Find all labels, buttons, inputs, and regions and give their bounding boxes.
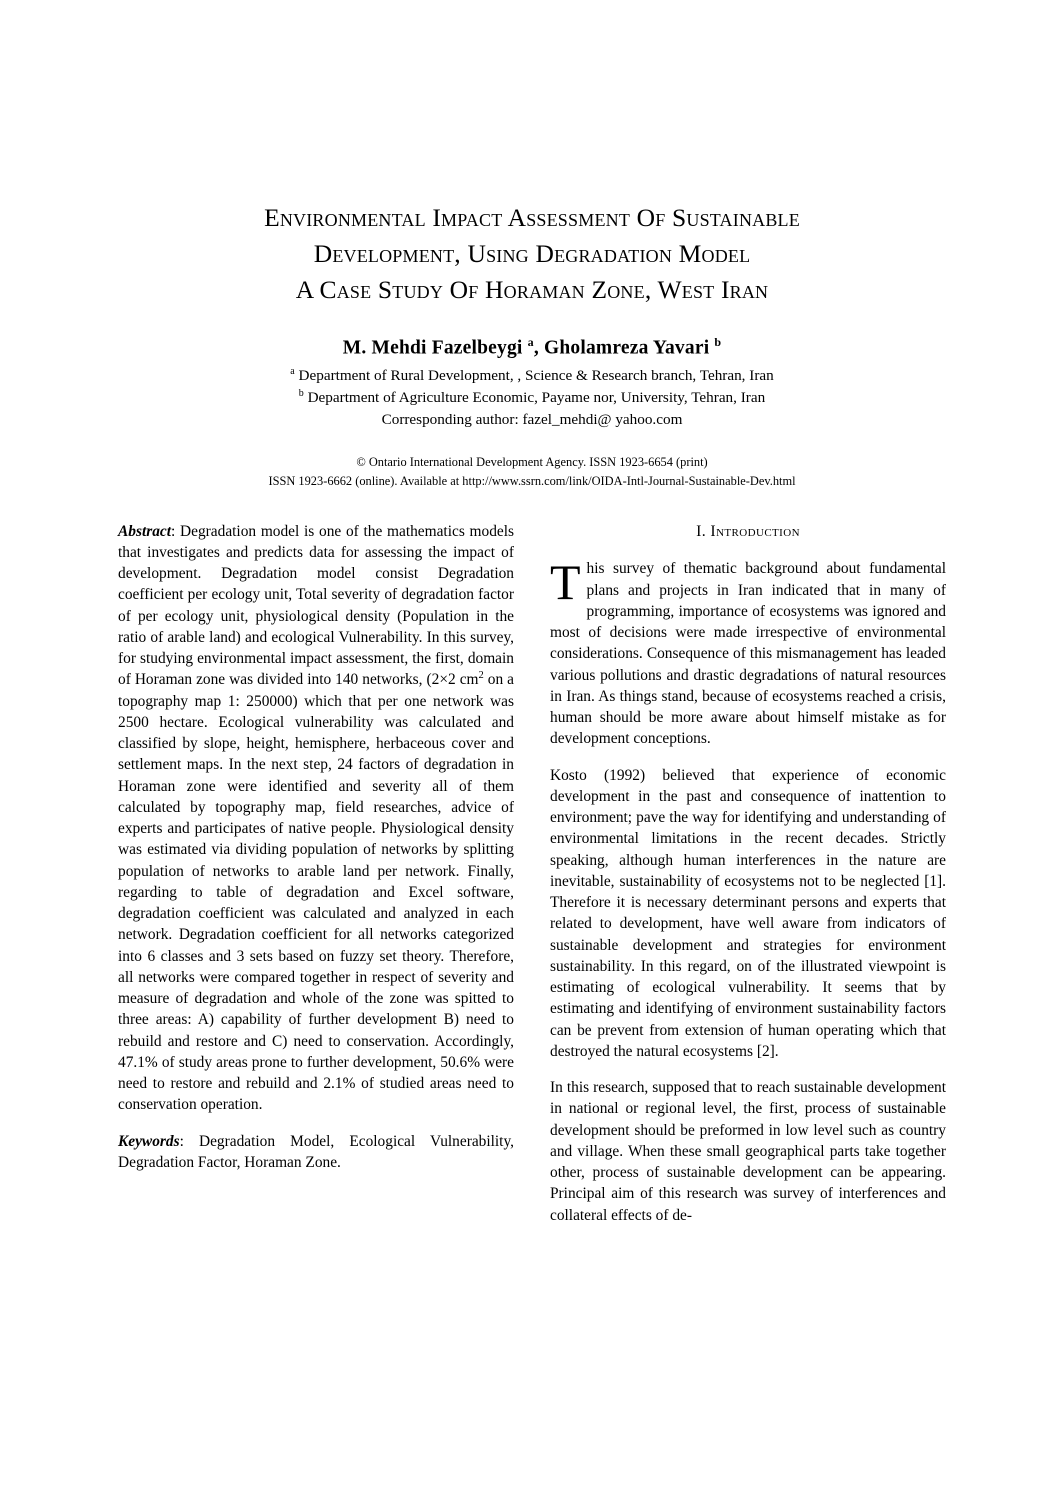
intro-paragraph-3: In this research, supposed that to reach sustainable development in national or regional level, the first, process of sustainable development should be preformed in low level such as country and village. When these small geographical parts take together other, process of sustainable development can be appearing. Principal aim of this research was survey of interferences and collateral effects of de- bbox=[550, 1079, 946, 1224]
author-two-mark: b bbox=[714, 334, 722, 349]
abstract-label: Abstract bbox=[118, 522, 172, 540]
drop-cap: T bbox=[550, 554, 581, 611]
author-one: M. Mehdi Fazelbeygi bbox=[342, 337, 528, 359]
author-one-mark: a bbox=[527, 334, 534, 349]
title-line-3: A Case Study Of Horaman Zone, West Iran bbox=[295, 275, 769, 305]
abstract-body-part-2: on a topography map 1: 250000) which that per one network was 2500 hectare. Ecological vulnerability was calculated and classified by slope, height, hemisphere, herbaceous cover and settlement maps. In the next step, 24 factors of degradation in Horaman zone were identified and severity all of them calculated by topography map, field researches, advice of experts and participates of native people. Physiological density was estimated via dividing population of networks by splitting population of networks to arable land per network. Finally, regarding to table of degradation and Excel software, degradation coefficient was calculated and analyzed in each network. Degradation coefficient for all networks categorized into 6 classes and 3 sets based on fuzzy set theory. Therefore, all networks were compared together in respect of severity and measure of degradation and whole of the zone was spitted to three areas: A) capability of further development B) need to rebuild and restore and C) need to conservation. Accordingly, 47.1% of study areas prone to further development, 50.6% were need to restore and rebuild and 2.1% of studied areas need to conservation operation. bbox=[118, 671, 514, 1114]
page-title bbox=[118, 200, 946, 309]
author-list bbox=[118, 335, 946, 360]
affiliation-b-mark: b bbox=[298, 388, 304, 400]
abstract-superscript: 2 bbox=[478, 670, 484, 682]
title-line-1: Environmental Impact Assessment Of Sustainable bbox=[264, 203, 800, 232]
journal-copyright-line: © Ontario International Development Agency. ISSN 1923-6654 (print) bbox=[356, 455, 708, 470]
keywords-label: Keywords bbox=[118, 1132, 180, 1150]
left-column bbox=[118, 521, 514, 1241]
title-line-2: Development, Using Degradation Model bbox=[313, 239, 751, 269]
abstract-body-part-1: : Degradation model is one of the mathematics models that investigates and predicts data for assessing the impact of development. Degradation model consist Degradation coefficient per ecology unit, Total severity of degradation factor of per ecology unit, physiological density (Population in the ratio of arable land) and ecological Vulnerability. In this survey, for studying environmental impact assessment, the first, domain of Horaman zone was divided into 140 networks, (2×2 cm bbox=[118, 522, 514, 689]
intro-paragraph-1 bbox=[550, 554, 946, 749]
abstract-paragraph bbox=[118, 521, 514, 1116]
corresponding-author: Corresponding author: fazel_mehdi@ yahoo.com bbox=[381, 411, 683, 429]
right-column bbox=[550, 521, 946, 1241]
intro-paragraph-1-text: his survey of thematic background about fundamental plans and projects in Iran indicated that in many of programming, importance of ecosystems was ignored and most of decisions were made irrespective of environmental considerations. Consequence of this mismanagement has leaded various pollutions and drastic degradations of natural resources in Iran. As things stand, because of ecosystems reached a crisis, human should be more aware about himself mistake as for development conceptions. bbox=[550, 560, 946, 748]
intro-paragraph-2: Kosto (1992) believed that experience of economic development in the past and consequence of inattention to environment; pave the way for identifying and understanding of environmental limitations in the recent decades. Strictly speaking, although human interferences in the nature are inevitable, sustainability of ecosystems not to be neglected [1]. Therefore it is necessary determinant persons and experts that related to development, have well aware from indicators of sustainable development and strategies for environment sustainability. In this regard, on of the illustrated viewpoint is estimating of ecological vulnerability. It seems that by estimating and identifying of environment sustainability factors can be prevent from extension of human operating which that destroyed the natural ecosystems [2]. bbox=[550, 766, 946, 1060]
journal-issn-line[interactable]: ISSN 1923-6662 (online). Available at http://www.ssrn.com/link/OIDA-Intl-Journal-Sustainable-Dev.html bbox=[268, 473, 796, 488]
two-column-body bbox=[118, 521, 946, 1241]
keywords-paragraph bbox=[118, 1131, 514, 1174]
affiliation-a-mark: a bbox=[290, 366, 295, 378]
keywords-body: : Degradation Model, Ecological Vulnerability, Degradation Factor, Horaman Zone. bbox=[118, 1132, 514, 1171]
paper-content bbox=[118, 200, 946, 1241]
affiliation-b-text: Department of Agriculture Economic, Payame nor, University, Tehran, Iran bbox=[303, 389, 766, 407]
affiliation-a bbox=[118, 365, 946, 387]
affiliation-b bbox=[118, 387, 946, 409]
author-two: , Gholamreza Yavari bbox=[533, 337, 715, 359]
affiliation-a-text: Department of Rural Development, , Science & Research branch, Tehran, Iran bbox=[294, 367, 774, 385]
section-heading-introduction: I. Introduction bbox=[696, 522, 800, 540]
